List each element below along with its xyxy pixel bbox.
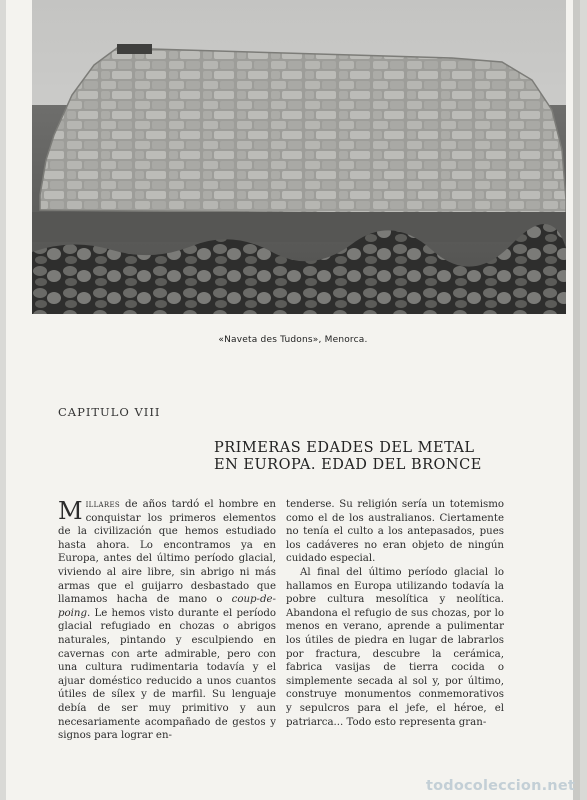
naveta-photo bbox=[32, 0, 566, 314]
paragraph: tenderse. Su religión sería un totemismo como el de los australianos. Ciertamente no tenía el culto a los antepasados, pues los cadáveres no eran objeto de ningún cuidado especial. bbox=[286, 499, 504, 565]
text-column-left bbox=[58, 498, 276, 743]
drop-cap: M bbox=[58, 497, 83, 525]
paragraph-text: de años tardó el hombre en conquistar los primeros elementos de la civilización que hemos estudiado hasta ahora. Lo encontramos ya en Europa, antes del último período glacial, viviendo al aire libre, sin abrigo ni más armas que el guijarro desbastado que llamamos hacha de mano o bbox=[58, 499, 276, 606]
book-page bbox=[6, 0, 580, 800]
chapter-heading: CAPITULO VIII bbox=[58, 405, 161, 419]
small-caps-lead: illares bbox=[85, 499, 120, 510]
paragraph bbox=[58, 498, 276, 743]
page-edge bbox=[573, 0, 580, 800]
paragraph: Al final del último período glacial lo hallamos en Europa utilizando todavía la pobre cultura mesolítica y neolítica. Abandona el refugio de sus chozas, por lo menos en verano, aprende a pulimentar los útiles de piedra en lugar de labrarlos por fractura, descubre la cerámica, fabrica vasijas de tierra cocida o simplemente secada al sol y, por último, construye monumentos conmemorativos y sepulcros para el jefe, el héroe, el patriarca... Todo esto representa gran- bbox=[286, 566, 504, 728]
naveta-image bbox=[32, 0, 566, 314]
watermark: todocoleccion.net bbox=[425, 778, 575, 794]
paragraph-text-end: . Le hemos visto durante el período glacial refugiado en chozas o abrigos naturales, pintando y esculpiendo en cavernas con arte admirable, pero con una cultura rudimentaria todavía y el ajuar doméstico reducido a unos cuantos útiles de sílex y de marfil. Su lenguaje debía de ser muy primitivo y aun necesariamente acompañado de gestos y signos para lograr en- bbox=[58, 607, 276, 742]
chapter-title bbox=[214, 440, 482, 474]
chapter-title-line-1: PRIMERAS EDADES DEL METAL bbox=[214, 440, 475, 456]
chapter-title-line-2: EN EUROPA. EDAD DEL BRONCE bbox=[214, 457, 482, 473]
italic-term: coup-de-poing bbox=[58, 594, 276, 619]
text-column-right bbox=[286, 498, 504, 729]
photo-caption: «Naveta des Tudons», Menorca. bbox=[218, 335, 368, 345]
